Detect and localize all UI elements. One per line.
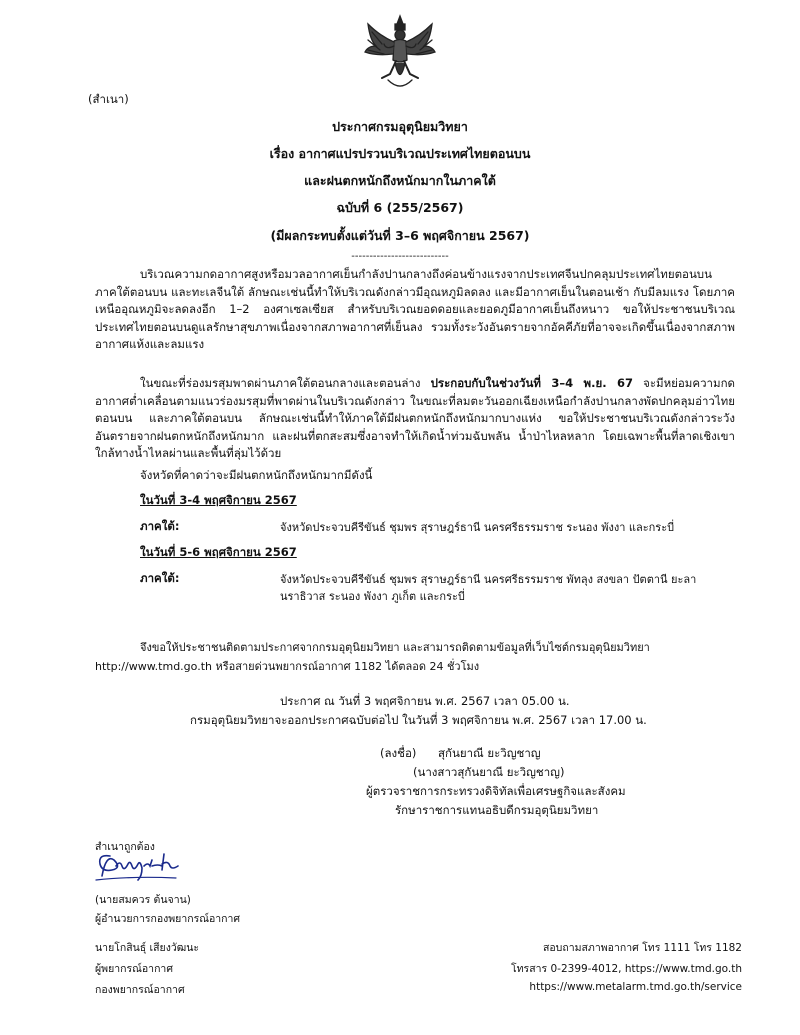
certified-name: (นายสมควร ต้นจาน) <box>95 894 191 906</box>
contact-metalarm-link[interactable]: https://www.metalarm.tmd.go.th/service <box>529 981 742 993</box>
header-effective-dates: (มีผลกระทบตั้งแต่วันที่ 3–6 พฤศจิกายน 2567) <box>270 228 530 243</box>
forecast-region-1: ภาคใต้: <box>140 519 180 533</box>
paragraph-cold-air <box>95 266 735 354</box>
header-issue-number: ฉบับที่ 6 (255/2567) <box>336 200 464 215</box>
header-subject-line2: และฝนตกหนักถึงหนักมากในภาคใต้ <box>304 173 496 188</box>
garuda-emblem-icon <box>362 14 438 94</box>
forecaster-position: ผู้พยากรณ์อากาศ <box>95 963 173 975</box>
contact-fax-web: โทรสาร 0-2399-4012, https://www.tmd.go.th <box>511 963 742 975</box>
forecast-region-2: ภาคใต้: <box>140 571 180 585</box>
forecaster-name: นายโกสินธุ์ เสียงวัฒนะ <box>95 942 200 954</box>
paragraph-cold-air-text: บริเวณความกดอากาศสูงหรือมวลอากาศเย็นกำลังปานกลางถึงค่อนข้างแรงจากประเทศจีนปกคลุมประเทศไทยตอนบน ภาคใต้ตอนบน และทะเลจีนใต้ ลักษณะเช่นนี้ทำให้บริเวณดังกล่าวมีอุณหภูมิลดลง และมีอากาศเย็นในตอนเช้า กับมีลมแรง โดยภาคเหนืออุณหภูมิจะลดลงอีก 1–2 องศาเซลเซียส สำหรับบริเวณยอดดอยและยอดภูมีอากาศเย็นถึงหนาว ขอให้ประชาชนบริเวณประเทศไทยตอนบนดูแลรักษาสุขภาพเนื่องจากสภาพอากาศที่เย็นลง รวมทั้งระวังอันตรายจากอัคคีภัยที่อาจจะเกิดขึ้นเนื่องจากสภาพอากาศแห้งและลมแรง <box>95 267 735 351</box>
signatory-name: สุกันยาณี ยะวิญชาญ <box>438 746 541 760</box>
next-issue: กรมอุตุนิยมวิทยาจะออกประกาศฉบับต่อไป ในวันที่ 3 พฤศจิกายน พ.ศ. 2567 เวลา 17.00 น. <box>190 713 647 727</box>
handwritten-signature <box>92 846 182 886</box>
header-title: ประกาศกรมอุตุนิยมวิทยา <box>332 119 468 134</box>
signatory-full-name: (นางสาวสุกันยาณี ยะวิญชาญ) <box>413 765 565 779</box>
announce-date: ประกาศ ณ วันที่ 3 พฤศจิกายน พ.ศ. 2567 เวลา 05.00 น. <box>280 694 570 708</box>
forecaster-division: กองพยากรณ์อากาศ <box>95 984 185 996</box>
header-subject: เรื่อง อากาศแปรปรวนบริเวณประเทศไทยตอนบน <box>269 146 531 161</box>
forecast-date-1: ในวันที่ 3-4 พฤศจิกายน 2567 <box>140 493 297 507</box>
certified-label: สำเนาถูกต้อง <box>95 841 155 853</box>
header-divider: --------------------------- <box>351 251 449 262</box>
copy-label: (สำเนา) <box>88 92 129 106</box>
forecast-date-2: ในวันที่ 5-6 พฤศจิกายน 2567 <box>140 545 297 559</box>
contact-phone: สอบถามสภาพอากาศ โทร 1111 โทร 1182 <box>542 942 742 954</box>
closing-line1: จึงขอให้ประชาชนติดตามประกาศจากกรมอุตุนิยมวิทยา และสามารถติดตามข้อมูลที่เว็บไซต์กรมอุตุนิยมวิทยา <box>140 641 650 654</box>
forecast-provinces-2: จังหวัดประจวบคีรีขันธ์ ชุมพร สุราษฎร์ธานี นครศรีธรรมราช พัทลุง สงขลา ปัตตานี ยะลา <box>280 573 697 586</box>
provinces-intro: จังหวัดที่คาดว่าจะมีฝนตกหนักถึงหนักมากมีดังนี้ <box>140 468 373 482</box>
signed-label: (ลงชื่อ) <box>380 746 417 760</box>
forecast-provinces-1: จังหวัดประจวบคีรีขันธ์ ชุมพร สุราษฎร์ธานี นครศรีธรรมราช ระนอง พังงา และกระบี่ <box>280 521 675 534</box>
paragraph-monsoon-text-b: จะมีหย่อมความกดอากาศต่ำเคลื่อนตามแนวร่องมรสุมที่พาดผ่านในบริเวณดังกล่าว ในขณะที่ลมตะวันออกเฉียงเหนือกำลังปานกลางพัดปกคลุมอ่าวไทยตอนบน และภาคใต้ตอนบน ลักษณะเช่นนี้ทำให้ภาคใต้มีฝนตกหนักถึงหนักมากบางแห่ง ขอให้ประชาชนบริเวณดังกล่าวระวังอันตรายจากฝนตกหนักถึงหนักมาก และฝนที่ตกสะสมซึ่งอาจทำให้เกิดน้ำท่วมฉับพลัน น้ำป่าไหลหลาก โดยเฉพาะพื้นที่ลาดเชิงเขาใกล้ทางน้ำไหลผ่านและพื้นที่ลุ่มไว้ด้วย <box>95 376 736 460</box>
paragraph-monsoon-text-a: ในขณะที่ร่องมรสุมพาดผ่านภาคใต้ตอนกลางและตอนล่าง <box>140 376 431 390</box>
closing-line2: http://www.tmd.go.th หรือสายด่วนพยากรณ์อากาศ 1182 ได้ตลอด 24 ชั่วโมง <box>95 660 480 673</box>
paragraph-monsoon-highlight: ประกอบกับในช่วงวันที่ 3–4 พ.ย. 67 <box>430 376 634 390</box>
forecast-provinces-2-cont: นราธิวาส ระนอง พังงา ภูเก็ต และกระบี่ <box>280 590 465 603</box>
paragraph-monsoon <box>95 375 735 463</box>
signatory-position2: รักษาราชการแทนอธิบดีกรมอุตุนิยมวิทยา <box>395 803 599 817</box>
signatory-position1: ผู้ตรวจราชการกระทรวงดิจิทัลเพื่อเศรษฐกิจและสังคม <box>366 784 626 798</box>
certified-position: ผู้อำนวยการกองพยากรณ์อากาศ <box>95 913 241 925</box>
